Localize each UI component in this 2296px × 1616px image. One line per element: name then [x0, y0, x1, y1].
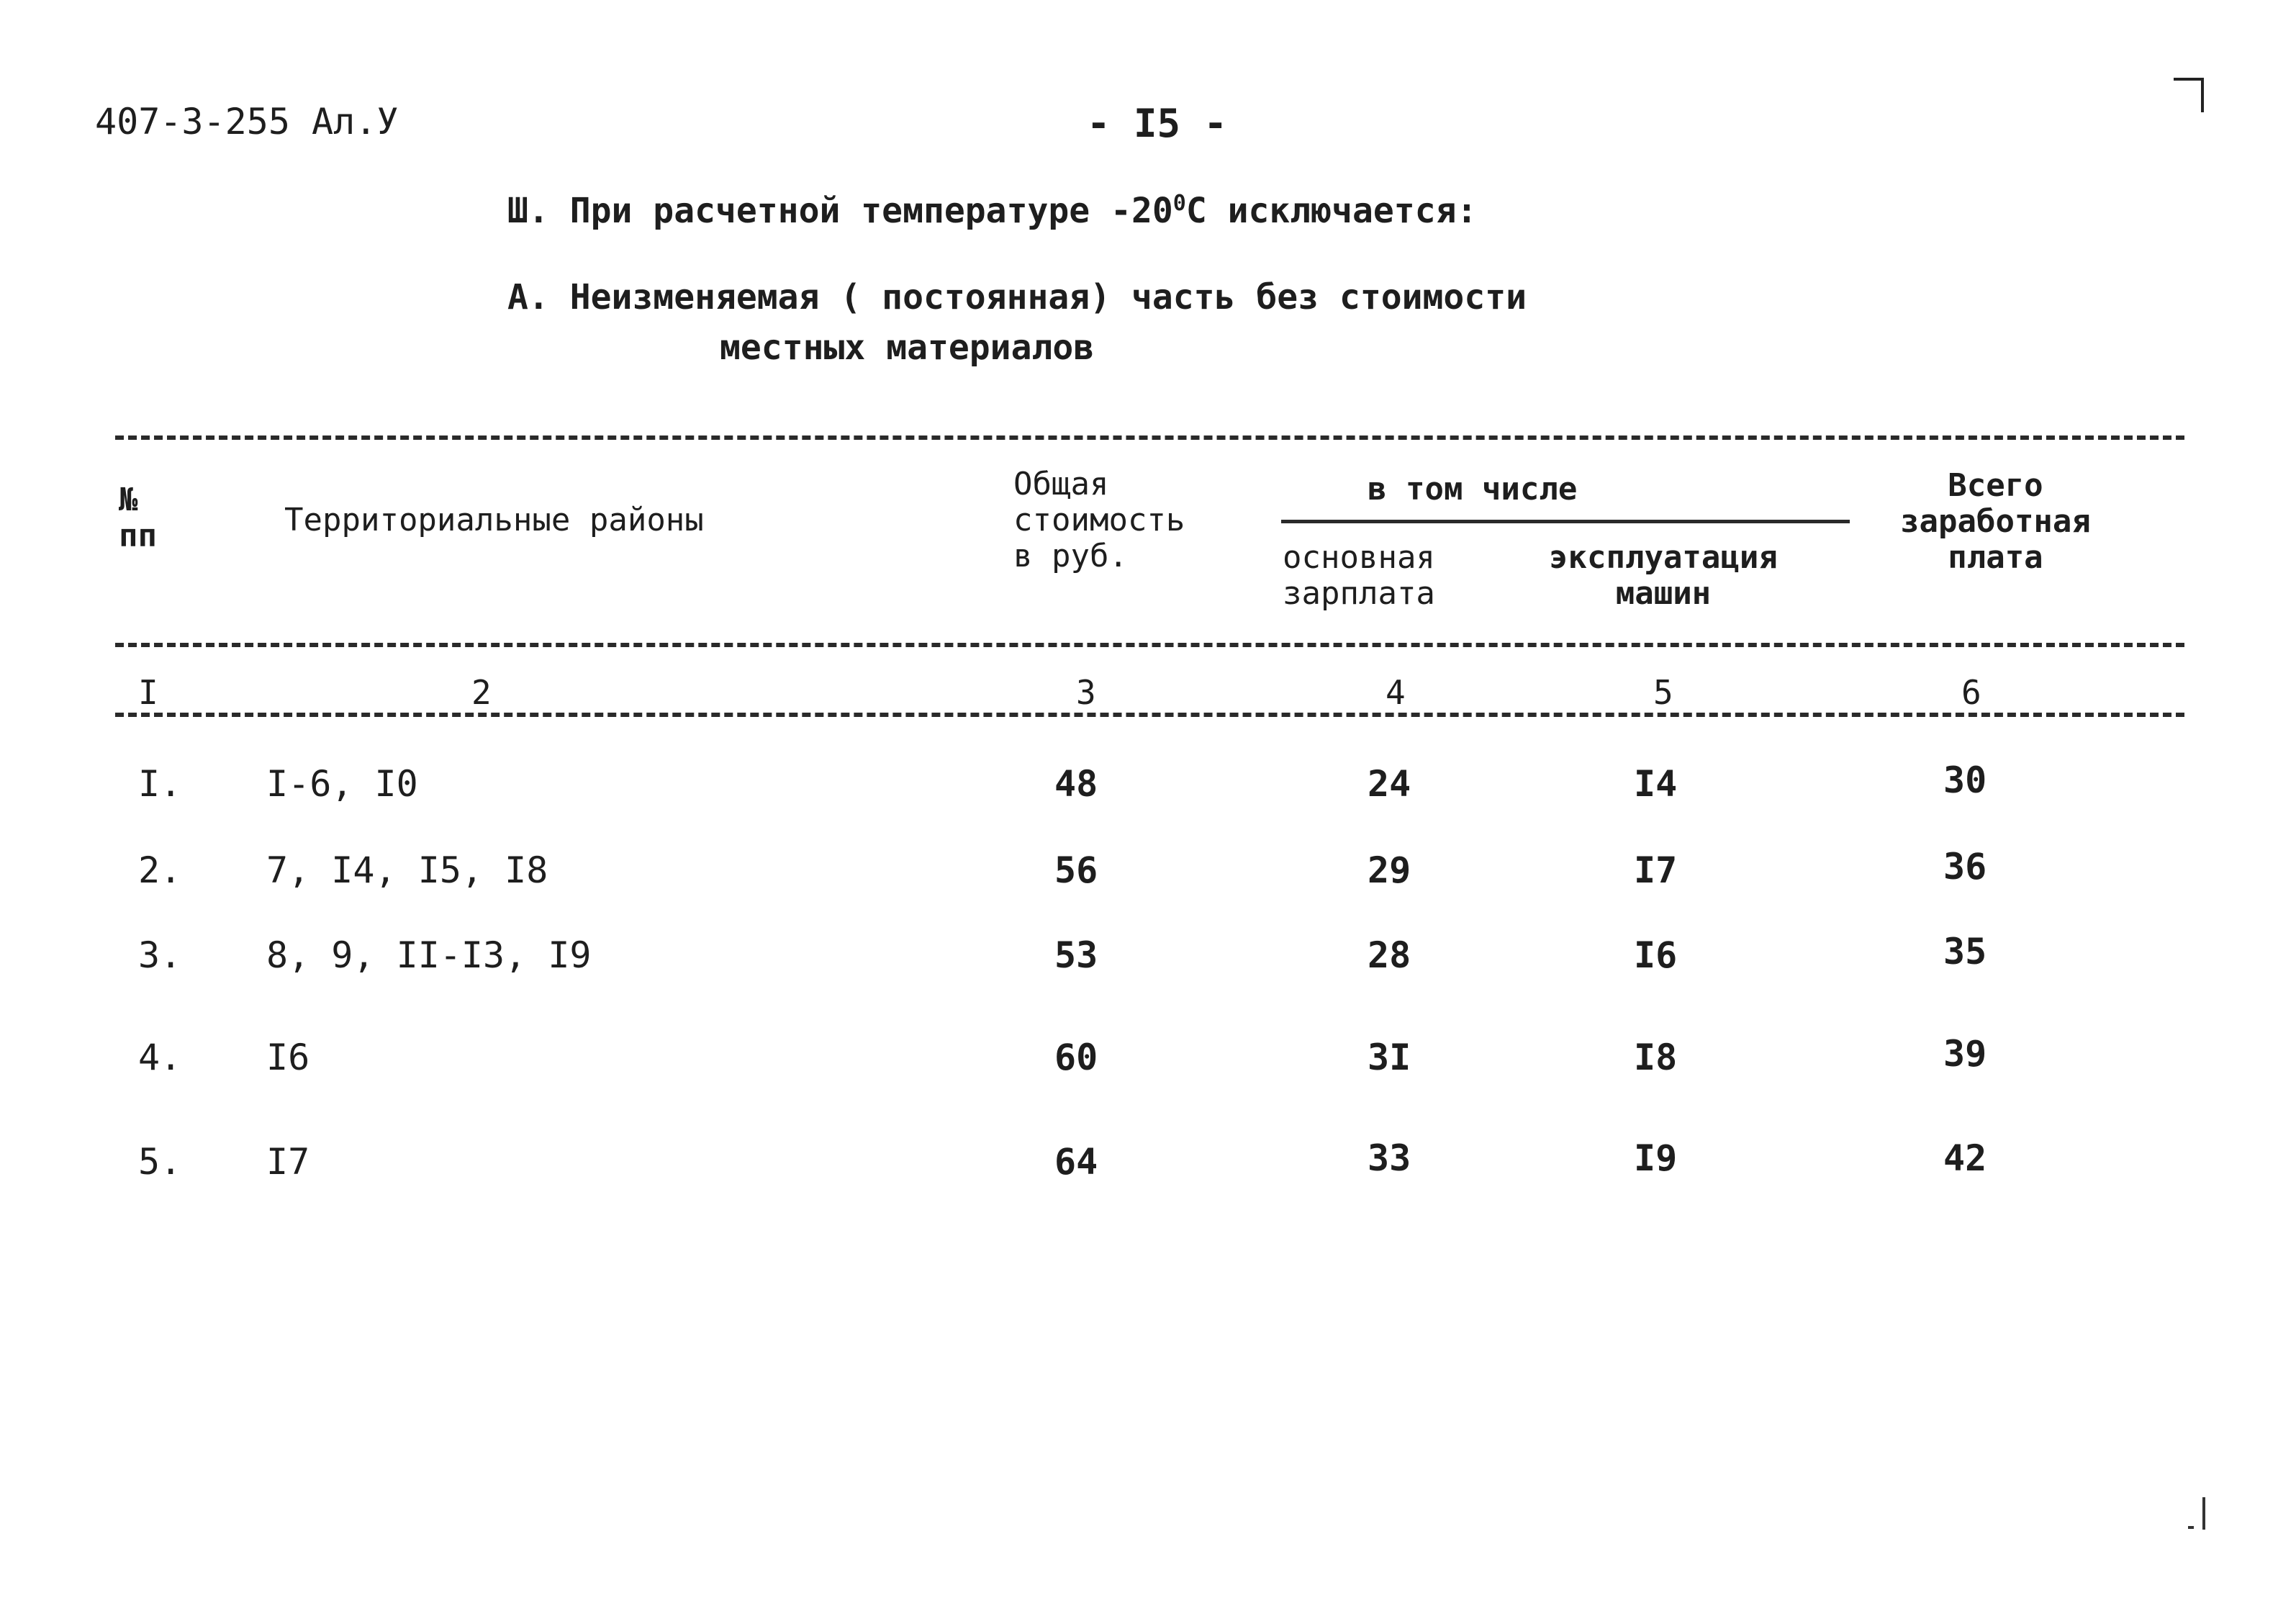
header-districts: Территориальные районы	[284, 502, 704, 538]
column-number-5: 5	[1653, 673, 1673, 712]
row-salary: 24	[1368, 763, 1411, 805]
column-number-1: I	[138, 673, 158, 712]
row-districts: 8, 9, II-I3, I9	[266, 934, 592, 976]
row-wages: 36	[1943, 846, 1987, 888]
row-wages: 35	[1943, 931, 1987, 972]
row-wages: 30	[1943, 759, 1987, 801]
column-number-2: 2	[471, 673, 492, 712]
row-total: 56	[1054, 849, 1098, 891]
row-wages: 42	[1943, 1137, 1987, 1179]
document-code: 407-3-255 Ал.У	[95, 101, 399, 143]
subtitle-line-1: А. Неизменяемая ( постоянная) часть без стоимости	[507, 277, 1527, 317]
row-total: 60	[1054, 1037, 1098, 1078]
group-header-rule	[1281, 520, 1850, 523]
row-number: 2.	[138, 849, 182, 891]
section-title-superscript: 0	[1172, 191, 1186, 216]
row-wages: 39	[1943, 1033, 1987, 1075]
row-total: 64	[1054, 1141, 1098, 1183]
header-group: в том числе	[1368, 471, 1578, 507]
row-salary: 29	[1368, 849, 1411, 891]
row-number: 3.	[138, 934, 182, 976]
row-districts: I7	[266, 1141, 310, 1183]
section-title-end: С исключается:	[1185, 191, 1478, 231]
row-number: 5.	[138, 1141, 182, 1183]
row-machines: I8	[1634, 1037, 1678, 1078]
row-salary: 28	[1368, 934, 1411, 976]
row-machines: I4	[1634, 763, 1678, 805]
section-title	[507, 191, 1477, 231]
corner-mark-dot	[2188, 1526, 2194, 1529]
table-top-rule	[115, 435, 2184, 440]
row-machines: I9	[1634, 1137, 1678, 1179]
row-number: 4.	[138, 1037, 182, 1078]
row-number: I.	[138, 763, 182, 805]
header-bottom-rule	[115, 643, 2184, 647]
column-number-4: 4	[1386, 673, 1406, 712]
row-machines: I7	[1634, 849, 1678, 891]
header-machines: эксплуатация машин	[1549, 539, 1778, 612]
column-number-6: 6	[1961, 673, 1981, 712]
row-districts: I-6, I0	[266, 763, 418, 805]
header-num: № пп	[119, 482, 157, 554]
row-machines: I6	[1634, 934, 1678, 976]
row-salary: 33	[1368, 1137, 1411, 1179]
row-total: 48	[1054, 763, 1098, 805]
subtitle-line-2: местных материалов	[720, 328, 1095, 368]
row-districts: I6	[266, 1037, 310, 1078]
column-number-rule	[115, 713, 2184, 717]
section-title-main: Ш. При расчетной температуре -20	[507, 191, 1173, 231]
header-wages: Всего заработная плата	[1900, 467, 2091, 576]
row-total: 53	[1054, 934, 1098, 976]
page-number: - I5 -	[1087, 101, 1228, 146]
row-districts: 7, I4, I5, I8	[266, 849, 548, 891]
header-total: Общая стоимость в руб.	[1013, 466, 1185, 574]
corner-mark-top-right	[2174, 78, 2204, 112]
header-salary: основная зарплата	[1283, 539, 1435, 612]
row-salary: 3I	[1368, 1037, 1411, 1078]
corner-mark-bottom-right	[2195, 1497, 2205, 1530]
column-number-3: 3	[1076, 673, 1096, 712]
